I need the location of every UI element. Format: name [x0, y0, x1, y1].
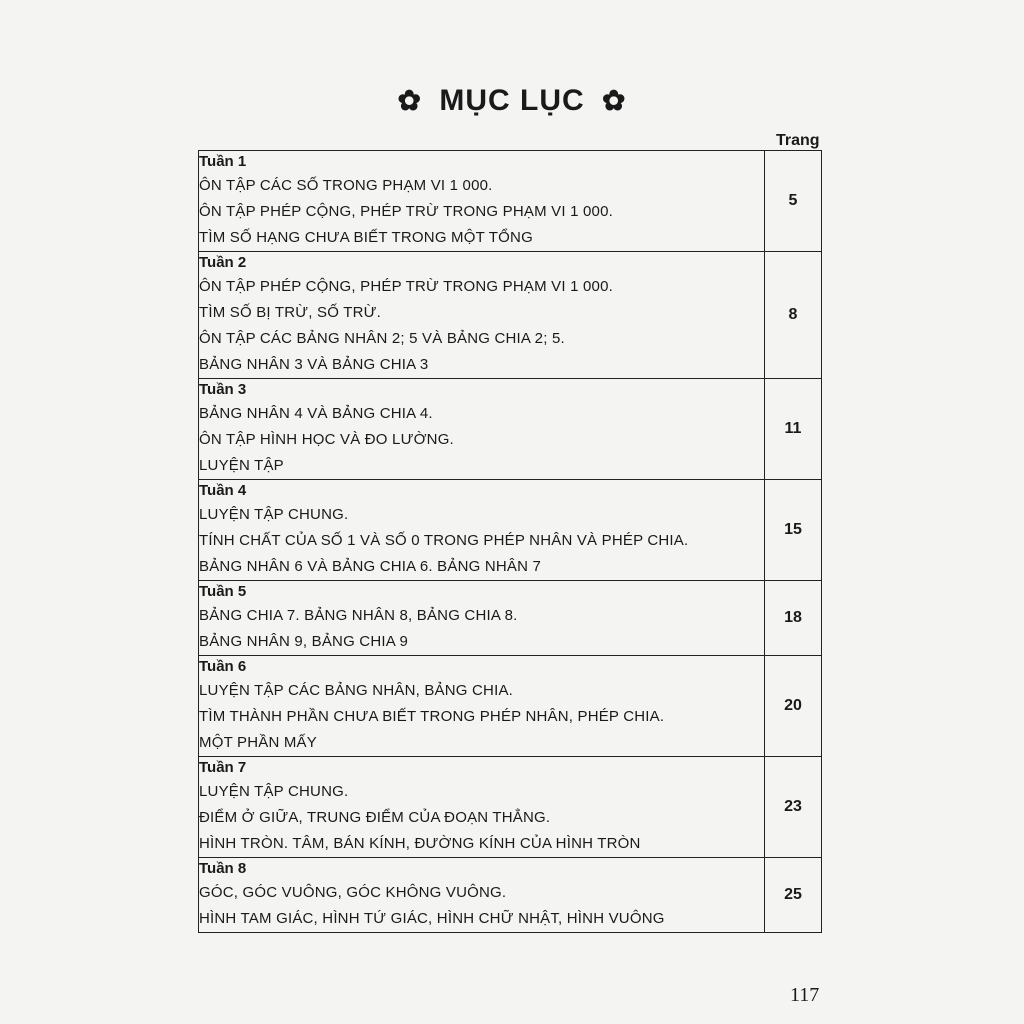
toc-lesson-line: LUYỆN TẬP CHUNG.	[199, 506, 349, 523]
toc-lesson-line: LUYỆN TẬP CHUNG.	[199, 783, 349, 800]
table-of-contents	[198, 150, 822, 933]
toc-lesson-line: BẢNG NHÂN 6 VÀ BẢNG CHIA 6. BẢNG NHÂN 7	[199, 558, 542, 575]
toc-row	[199, 757, 822, 858]
toc-entry-content	[199, 480, 765, 581]
toc-week-label: Tuần 7	[199, 759, 247, 776]
toc-lesson-line: LUYỆN TẬP CÁC BẢNG NHÂN, BẢNG CHIA.	[199, 682, 514, 699]
toc-week-label: Tuần 1	[199, 153, 247, 170]
toc-lesson-line: BẢNG CHIA 7. BẢNG NHÂN 8, BẢNG CHIA 8.	[199, 607, 518, 624]
toc-row	[199, 581, 822, 656]
toc-page-number: 11	[765, 379, 822, 480]
flower-icon-left: ✿	[397, 85, 422, 116]
toc-page-number: 23	[765, 757, 822, 858]
toc-page-number: 15	[765, 480, 822, 581]
title-text: MỤC LỤC	[439, 84, 585, 117]
toc-lesson-line: ÔN TẬP CÁC BẢNG NHÂN 2; 5 VÀ BẢNG CHIA 2; 5.	[199, 330, 565, 347]
toc-page-number: 8	[765, 252, 822, 379]
toc-week-label: Tuần 3	[199, 381, 247, 398]
toc-entry-content	[199, 379, 765, 480]
toc-page-number: 18	[765, 581, 822, 656]
toc-row	[199, 379, 822, 480]
toc-entry-content	[199, 581, 765, 656]
page-number: 117	[790, 984, 820, 1006]
page-column-label: Trang	[776, 132, 820, 149]
toc-lesson-line: ÔN TẬP HÌNH HỌC VÀ ĐO LƯỜNG.	[199, 431, 454, 448]
toc-lesson-line: TÌM SỐ HẠNG CHƯA BIẾT TRONG MỘT TỔNG	[199, 229, 533, 246]
toc-lesson-line: TÌM SỐ BỊ TRỪ, SỐ TRỪ.	[199, 304, 381, 321]
toc-entry-content	[199, 858, 765, 933]
toc-row	[199, 252, 822, 379]
toc-lesson-line: MỘT PHẦN MẤY	[199, 734, 317, 751]
toc-entry-content	[199, 757, 765, 858]
toc-week-label: Tuần 5	[199, 583, 247, 600]
toc-page-number: 5	[765, 151, 822, 252]
toc-week-label: Tuần 8	[199, 860, 247, 877]
toc-row	[199, 480, 822, 581]
page-title	[0, 84, 1024, 118]
toc-lesson-line: ÔN TẬP PHÉP CỘNG, PHÉP TRỪ TRONG PHẠM VI 1 000.	[199, 203, 613, 220]
toc-entry-content	[199, 252, 765, 379]
toc-lesson-line: ÔN TẬP CÁC SỐ TRONG PHẠM VI 1 000.	[199, 177, 493, 194]
toc-row	[199, 151, 822, 252]
flower-icon-right: ✿	[602, 85, 627, 116]
toc-lesson-line: HÌNH TAM GIÁC, HÌNH TỨ GIÁC, HÌNH CHỮ NHẬT, HÌNH VUÔNG	[199, 910, 665, 927]
toc-lesson-line: ĐIỂM Ở GIỮA, TRUNG ĐIỂM CỦA ĐOẠN THẲNG.	[199, 809, 551, 826]
toc-week-label: Tuần 6	[199, 658, 247, 675]
toc-week-label: Tuần 2	[199, 254, 247, 271]
toc-entry-content	[199, 151, 765, 252]
toc-row	[199, 656, 822, 757]
toc-week-label: Tuần 4	[199, 482, 247, 499]
toc-lesson-line: BẢNG NHÂN 9, BẢNG CHIA 9	[199, 633, 409, 650]
toc-lesson-line: HÌNH TRÒN. TÂM, BÁN KÍNH, ĐƯỜNG KÍNH CỦA HÌNH TRÒN	[199, 835, 641, 852]
toc-lesson-line: TÍNH CHẤT CỦA SỐ 1 VÀ SỐ 0 TRONG PHÉP NHÂN VÀ PHÉP CHIA.	[199, 532, 689, 549]
toc-lesson-line: GÓC, GÓC VUÔNG, GÓC KHÔNG VUÔNG.	[199, 884, 507, 901]
toc-lesson-line: BẢNG NHÂN 4 VÀ BẢNG CHIA 4.	[199, 405, 433, 422]
toc-row	[199, 858, 822, 933]
toc-lesson-line: ÔN TẬP PHÉP CỘNG, PHÉP TRỪ TRONG PHẠM VI 1 000.	[199, 278, 613, 295]
toc-lesson-line: TÌM THÀNH PHẦN CHƯA BIẾT TRONG PHÉP NHÂN, PHÉP CHIA.	[199, 708, 665, 725]
toc-lesson-line: BẢNG NHÂN 3 VÀ BẢNG CHIA 3	[199, 356, 429, 373]
toc-lesson-line: LUYỆN TẬP	[199, 457, 284, 474]
toc-page-number: 20	[765, 656, 822, 757]
toc-entry-content	[199, 656, 765, 757]
toc-page-number: 25	[765, 858, 822, 933]
